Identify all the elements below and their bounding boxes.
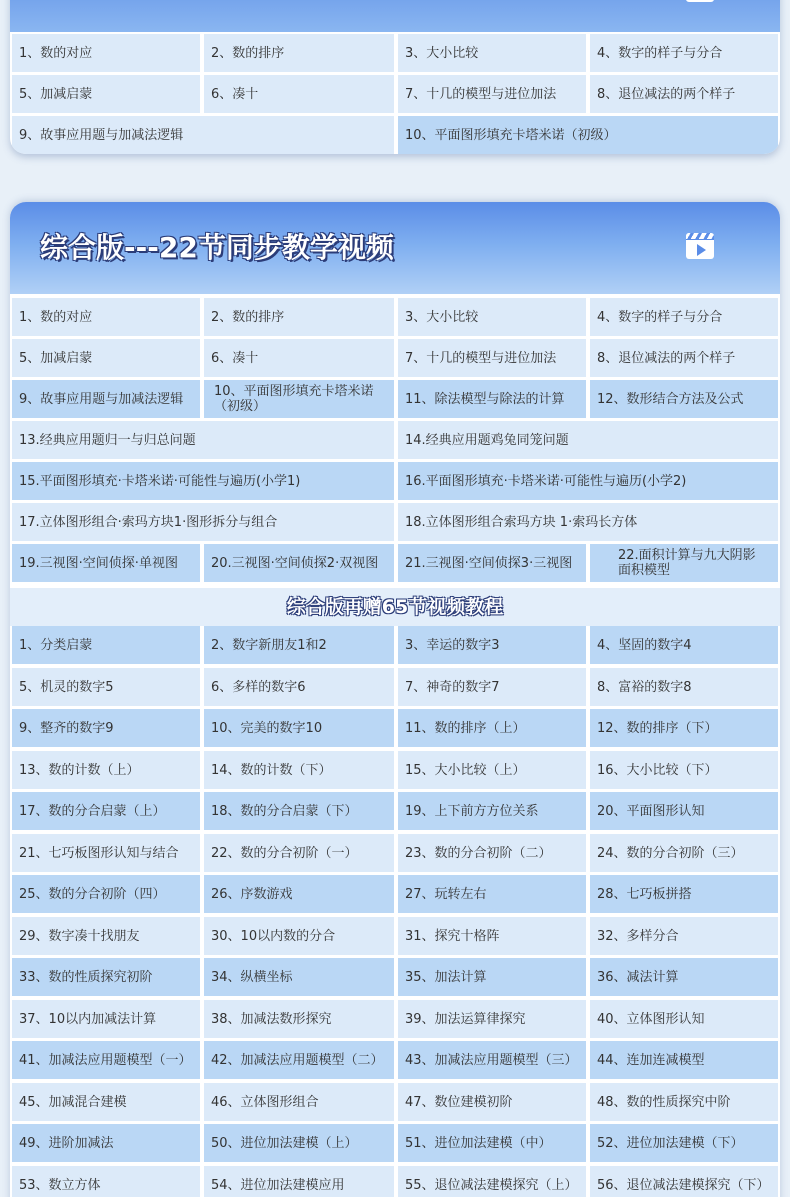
bonus-lesson-item[interactable]: 51、进位加法建模（中）	[398, 1124, 586, 1162]
bonus-lesson-item[interactable]: 54、进位加法建模应用	[204, 1166, 394, 1197]
bonus-lesson-item[interactable]: 42、加减法应用题模型（二）	[204, 1041, 394, 1079]
lesson-item[interactable]: 3、大小比较	[398, 298, 586, 336]
bonus-lesson-item[interactable]: 27、玩转左右	[398, 875, 586, 913]
bonus-lesson-item[interactable]: 40、立体图形认知	[590, 1000, 778, 1038]
lesson-item[interactable]: 11、除法模型与除法的计算	[398, 380, 586, 418]
lesson-item[interactable]: 17.立体图形组合·索玛方块1·图形拆分与组合	[12, 503, 394, 541]
lesson-item[interactable]: 9、故事应用题与加减法逻辑	[12, 116, 394, 154]
lesson-item[interactable]: 20.三视图·空间侦探2·双视图	[204, 544, 394, 582]
bonus-lesson-item[interactable]: 38、加减法数形探究	[204, 1000, 394, 1038]
bonus-lesson-item[interactable]: 10、完美的数字10	[204, 709, 394, 747]
lesson-item[interactable]: 14.经典应用题鸡兔同笼问题	[398, 421, 778, 459]
lesson-item[interactable]: 5、加减启蒙	[12, 75, 200, 113]
bonus-lesson-item[interactable]: 50、进位加法建模（上）	[204, 1124, 394, 1162]
lesson-item[interactable]: 7、十几的模型与进位加法	[398, 339, 586, 377]
top-panel-header	[10, 0, 780, 32]
bonus-lesson-item[interactable]: 15、大小比较（上）	[398, 751, 586, 789]
clapper-strip	[686, 233, 714, 240]
lesson-item[interactable]: 7、十几的模型与进位加法	[398, 75, 586, 113]
bonus-lesson-item[interactable]: 36、减法计算	[590, 958, 778, 996]
bonus-lesson-item[interactable]: 30、10以内数的分合	[204, 917, 394, 955]
bonus-lesson-item[interactable]: 5、机灵的数字5	[12, 668, 200, 706]
bonus-lesson-item[interactable]: 35、加法计算	[398, 958, 586, 996]
lesson-item[interactable]: 1、数的对应	[12, 298, 200, 336]
bonus-lesson-item[interactable]: 14、数的计数（下）	[204, 751, 394, 789]
lesson-item[interactable]: 1、数的对应	[12, 34, 200, 72]
bonus-lesson-item[interactable]: 13、数的计数（上）	[12, 751, 200, 789]
bonus-lesson-item[interactable]: 24、数的分合初阶（三）	[590, 834, 778, 872]
lesson-item[interactable]: 4、数字的样子与分合	[590, 298, 778, 336]
bonus-lesson-item[interactable]: 48、数的性质探究中阶	[590, 1083, 778, 1121]
bonus-lesson-item[interactable]: 11、数的排序（上）	[398, 709, 586, 747]
bonus-lesson-item[interactable]: 4、坚固的数字4	[590, 626, 778, 664]
bonus-lesson-item[interactable]: 55、退位减法建模探究（上）	[398, 1166, 586, 1197]
bonus-lesson-item[interactable]: 7、神奇的数字7	[398, 668, 586, 706]
lesson-item[interactable]: 10、平面图形填充卡塔米诺（初级）	[398, 116, 778, 154]
bonus-lesson-item[interactable]: 23、数的分合初阶（二）	[398, 834, 586, 872]
bonus-lesson-item[interactable]: 17、数的分合启蒙（上）	[12, 792, 200, 830]
bonus-lesson-item[interactable]: 52、进位加法建模（下）	[590, 1124, 778, 1162]
top-course-panel	[10, 0, 780, 154]
bonus-lesson-item[interactable]: 21、七巧板图形认知与结合	[12, 834, 200, 872]
main-panel-header	[10, 202, 780, 294]
lesson-item[interactable]: 2、数的排序	[204, 298, 394, 336]
bonus-lesson-item[interactable]: 19、上下前方方位关系	[398, 792, 586, 830]
bonus-lesson-item[interactable]: 6、多样的数字6	[204, 668, 394, 706]
bonus-section-title: 综合版再赠65节视频教程	[10, 588, 780, 626]
lesson-item[interactable]: 13.经典应用题归一与归总问题	[12, 421, 394, 459]
lesson-item[interactable]: 10、平面图形填充卡塔米诺（初级）	[204, 380, 394, 418]
bonus-lesson-item[interactable]: 47、数位建模初阶	[398, 1083, 586, 1121]
bonus-lesson-item[interactable]: 44、连加连减模型	[590, 1041, 778, 1079]
bonus-lesson-item[interactable]: 25、数的分合初阶（四）	[12, 875, 200, 913]
bonus-lesson-item[interactable]: 28、七巧板拼搭	[590, 875, 778, 913]
bonus-lesson-item[interactable]: 39、加法运算律探究	[398, 1000, 586, 1038]
lesson-item[interactable]: 22.面积计算与九大阴影面积模型	[590, 544, 778, 582]
lesson-item[interactable]: 18.立体图形组合索玛方块 1·索玛长方体	[398, 503, 778, 541]
bonus-lesson-item[interactable]: 1、分类启蒙	[12, 626, 200, 664]
bonus-lesson-item[interactable]: 12、数的排序（下）	[590, 709, 778, 747]
lesson-item[interactable]: 12、数形结合方法及公式	[590, 380, 778, 418]
bonus-lesson-item[interactable]: 3、幸运的数字3	[398, 626, 586, 664]
bonus-lesson-item[interactable]: 9、整齐的数字9	[12, 709, 200, 747]
lesson-item[interactable]: 21.三视图·空间侦探3·三视图	[398, 544, 586, 582]
video-clapper-icon	[686, 0, 714, 2]
lesson-item[interactable]: 8、退位减法的两个样子	[590, 339, 778, 377]
lesson-item[interactable]: 2、数的排序	[204, 34, 394, 72]
bonus-lesson-item[interactable]: 22、数的分合初阶（一）	[204, 834, 394, 872]
bonus-lesson-item[interactable]: 26、序数游戏	[204, 875, 394, 913]
video-clapper-icon	[686, 233, 714, 259]
bonus-lesson-item[interactable]: 29、数字凑十找朋友	[12, 917, 200, 955]
bonus-lesson-item[interactable]: 31、探究十格阵	[398, 917, 586, 955]
lesson-item[interactable]: 6、凑十	[204, 75, 394, 113]
main-panel-title: 综合版---22节同步教学视频	[40, 231, 394, 264]
lesson-item[interactable]: 6、凑十	[204, 339, 394, 377]
bonus-lesson-item[interactable]: 41、加减法应用题模型（一）	[12, 1041, 200, 1079]
bonus-lesson-item[interactable]: 37、10以内加减法计算	[12, 1000, 200, 1038]
bonus-lesson-item[interactable]: 53、数立方体	[12, 1166, 200, 1197]
play-icon	[697, 244, 706, 256]
bonus-lesson-item[interactable]: 18、数的分合启蒙（下）	[204, 792, 394, 830]
lesson-item[interactable]: 5、加减启蒙	[12, 339, 200, 377]
bonus-lesson-item[interactable]: 43、加减法应用题模型（三）	[398, 1041, 586, 1079]
bonus-lesson-item[interactable]: 34、纵横坐标	[204, 958, 394, 996]
lesson-item[interactable]: 8、退位减法的两个样子	[590, 75, 778, 113]
bonus-lesson-item[interactable]: 20、平面图形认知	[590, 792, 778, 830]
bonus-lesson-item[interactable]: 2、数字新朋友1和2	[204, 626, 394, 664]
bonus-lesson-item[interactable]: 45、加减混合建模	[12, 1083, 200, 1121]
lesson-item[interactable]: 19.三视图·空间侦探·单视图	[12, 544, 200, 582]
bonus-lesson-item[interactable]: 33、数的性质探究初阶	[12, 958, 200, 996]
bonus-lesson-item[interactable]: 8、富裕的数字8	[590, 668, 778, 706]
bonus-lesson-item[interactable]: 49、进阶加减法	[12, 1124, 200, 1162]
bonus-lesson-item[interactable]: 16、大小比较（下）	[590, 751, 778, 789]
bonus-lesson-item[interactable]: 46、立体图形组合	[204, 1083, 394, 1121]
lesson-item[interactable]: 9、故事应用题与加减法逻辑	[12, 380, 200, 418]
bonus-lesson-item[interactable]: 32、多样分合	[590, 917, 778, 955]
main-course-panel	[10, 202, 780, 1197]
lesson-item[interactable]: 16.平面图形填充·卡塔米诺·可能性与遍历(小学2)	[398, 462, 778, 500]
lesson-item[interactable]: 15.平面图形填充·卡塔米诺·可能性与遍历(小学1)	[12, 462, 394, 500]
lesson-item[interactable]: 3、大小比较	[398, 34, 586, 72]
lesson-item[interactable]: 4、数字的样子与分合	[590, 34, 778, 72]
bonus-lesson-item[interactable]: 56、退位减法建模探究（下）	[590, 1166, 778, 1197]
